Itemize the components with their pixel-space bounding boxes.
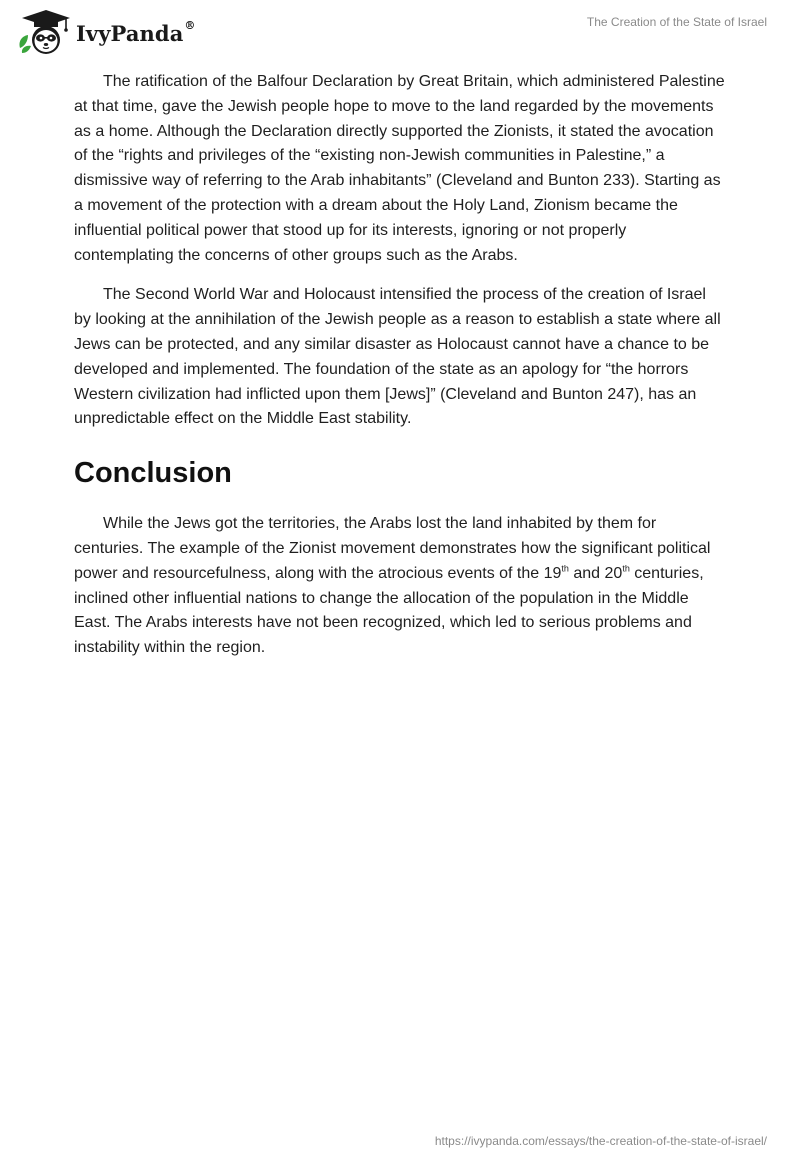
- ivypanda-logo[interactable]: [16, 8, 196, 56]
- registered-mark: ®: [184, 18, 196, 32]
- conclusion-text-1: While the Jews got the territories, the Arabs lost the land inhabited by them for centuries. The example of the Zionist movement demonstrates how the significant political power and resourcefulness, along with the atrocious events of the 19: [74, 515, 711, 582]
- page-header: [0, 0, 800, 60]
- paragraph-balfour: The ratification of the Balfour Declaration by Great Britain, which administered Palestine at that time, gave the Jewish people hope to move to the land regarded by the movements as a home. Although the Declaration directly supported the Zionists, it stated the avocation of the “rights and privileges of the “existing non-Jewish communities in Palestine,” a dismissive way of referring to the Arab inhabitants” (Cleveland and Bunton 233). Starting as a movement of the protection with a dream about the Holy Land, Zionism became the influential political power that stood up for its interests, ignoring or not properly contemplating the concerns of other groups such as the Arabs.: [74, 73, 725, 264]
- conclusion-text-2: and 20: [568, 564, 623, 582]
- paragraph-holocaust: The Second World War and Holocaust intensified the process of the creation of Israel by looking at the annihilation of the Jewish people as a reason to establish a state where all Jews can be protected, and any similar disaster as Holocaust cannot have a chance to be developed and implemented. The foundation of the state as an apology for “the horrors Western civilization had inflicted upon them [Jews]” (Cleveland and Bunton 247), has an unpredictable effect on the Middle East stability.: [74, 286, 721, 428]
- document-title: The Creation of the State of Israel: [586, 15, 767, 29]
- essay-body: [74, 70, 726, 676]
- logo-name: IvyPanda: [76, 20, 184, 46]
- panda-graduate-icon: [16, 8, 74, 56]
- paragraph-conclusion: [74, 512, 726, 661]
- ordinal-suffix-20: th: [622, 563, 630, 574]
- ordinal-suffix-19: th: [561, 563, 569, 574]
- footer-url-link[interactable]: https://ivypanda.com/essays/the-creation-of-the-state-of-israel/: [434, 1134, 767, 1148]
- conclusion-text-3: centuries, inclined other influential nations to change the allocation of the population in the Middle East. The Arabs interests have not been recognized, which led to serious problems and instability within the region.: [74, 564, 704, 657]
- logo-wordmark: [76, 18, 196, 46]
- conclusion-heading: Conclusion: [74, 457, 232, 490]
